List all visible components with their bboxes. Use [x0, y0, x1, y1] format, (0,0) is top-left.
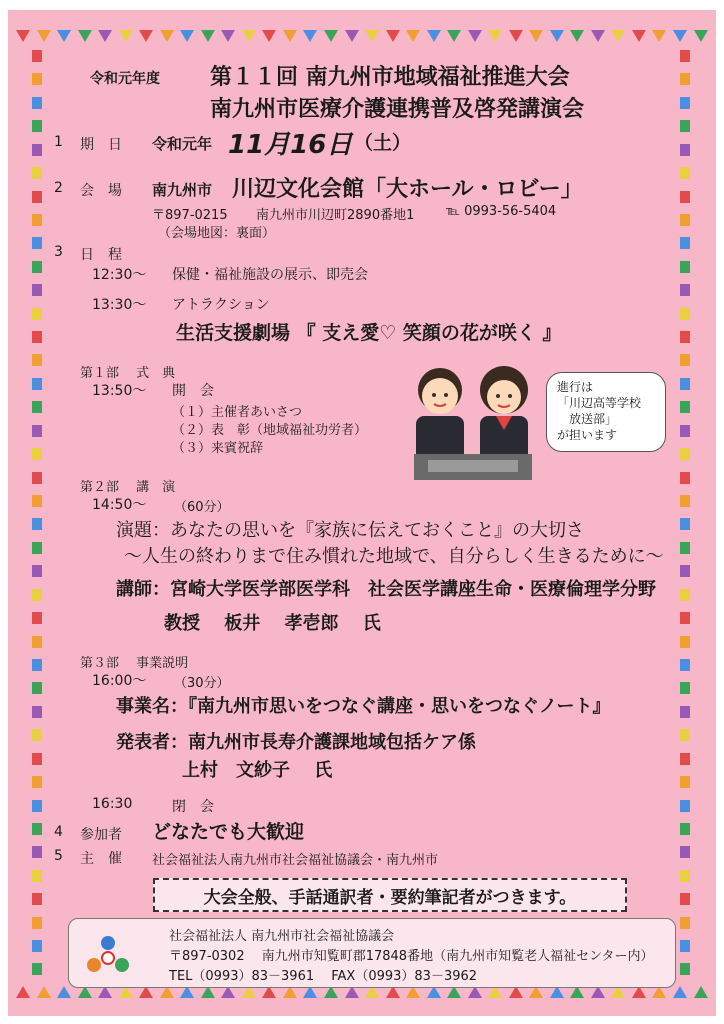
- bunting-flag: [509, 30, 523, 42]
- venue-city: 南九州市: [152, 181, 213, 199]
- bunting-flag: [32, 800, 42, 812]
- bunting-flag: [32, 565, 42, 577]
- venue-address: 南九州市川辺町2890番地1: [256, 208, 415, 223]
- bunting-flag: [680, 846, 690, 858]
- part3-time: 16:00～: [92, 673, 147, 689]
- bunting-flag: [37, 986, 51, 998]
- bunting-flag: [680, 612, 690, 624]
- part3-project: 事業名：『南九州市思いをつなぐ講座・思いをつなぐノート』: [116, 696, 611, 717]
- bunting-flag: [680, 823, 690, 835]
- part3-presenter: 発表者：南九州市長寿介護課地域包括ケア係: [116, 732, 476, 753]
- bunting-flag: [680, 97, 690, 109]
- bunting-flag: [180, 30, 194, 42]
- venue-name: 川辺文化会館「大ホール・ロビー」: [232, 177, 583, 202]
- venue-tel: ℡ 0993-56-5404: [446, 204, 557, 219]
- venue-label: 会 場: [80, 183, 122, 199]
- bunting-flag: [119, 30, 133, 42]
- bunting-flag: [550, 30, 564, 42]
- bunting-flag: [694, 30, 708, 42]
- bunting-flag: [78, 30, 92, 42]
- bunting-flag: [16, 986, 30, 998]
- bunting-flag: [673, 30, 687, 42]
- date-weekday: （土）: [354, 132, 412, 154]
- date-era: 令和元年: [152, 135, 213, 153]
- bunting-flag: [16, 30, 30, 42]
- bunting-flag: [447, 30, 461, 42]
- footer-org: 社会福祉法人 南九州市社会福祉協議会: [169, 929, 395, 944]
- top-bunting: [8, 30, 716, 44]
- bunting-flag: [680, 940, 690, 952]
- attraction-title: 生活支援劇場 『 支え愛♡ 笑顔の花が咲く 』: [176, 322, 562, 344]
- bunting-flag: [303, 30, 317, 42]
- part2-subtitle: ～人生の終わりまで住み慣れた地域で、自分らしく生きるために～: [124, 546, 664, 567]
- bunting-flag: [680, 542, 690, 554]
- speech-bubble: [546, 372, 666, 452]
- bunting-flag: [32, 214, 42, 226]
- bubble-line: 進行は: [557, 380, 594, 394]
- venue-map-note: （会場地図：裏面）: [158, 226, 276, 241]
- bunting-flag: [32, 120, 42, 132]
- bunting-flag: [680, 354, 690, 366]
- bunting-flag: [680, 237, 690, 249]
- footer-box: [68, 918, 676, 988]
- bunting-flag: [32, 472, 42, 484]
- bunting-flag: [32, 378, 42, 390]
- bunting-flag: [324, 30, 338, 42]
- bunting-flag: [680, 589, 690, 601]
- bubble-line: 「川辺高等学校: [557, 396, 642, 410]
- schedule-time-1: 12:30～: [92, 267, 147, 283]
- bunting-flag: [32, 308, 42, 320]
- bunting-flag: [680, 214, 690, 226]
- bunting-flag: [680, 565, 690, 577]
- venue-postal: 〒897-0215: [152, 208, 228, 223]
- bunting-flag: [32, 846, 42, 858]
- bunting-flag: [32, 870, 42, 882]
- bunting-flag: [680, 73, 690, 85]
- bunting-flag: [680, 776, 690, 788]
- organizer-label: 主 催: [80, 851, 122, 867]
- bunting-flag: [386, 30, 400, 42]
- bunting-flag: [32, 191, 42, 203]
- bunting-flag: [32, 495, 42, 507]
- bunting-flag: [32, 542, 42, 554]
- schedule-time-2: 13:30～: [92, 297, 147, 313]
- part1-item: （１）主催者あいさつ: [172, 405, 303, 420]
- bunting-flag: [32, 940, 42, 952]
- bunting-flag: [632, 30, 646, 42]
- organizer-value: 社会福祉法人南九州市社会福祉協議会・南九州市: [152, 853, 439, 868]
- bunting-flag: [57, 986, 71, 998]
- bunting-flag: [680, 800, 690, 812]
- bunting-flag: [680, 167, 690, 179]
- bunting-flag: [32, 261, 42, 273]
- bunting-flag: [32, 448, 42, 460]
- bunting-flag: [32, 589, 42, 601]
- bunting-flag: [680, 331, 690, 343]
- bunting-flag: [680, 682, 690, 694]
- bunting-flag: [680, 659, 690, 671]
- bunting-flag: [680, 191, 690, 203]
- part2-label: 第２部 講 演: [80, 480, 176, 495]
- bunting-flag: [680, 50, 690, 62]
- bunting-flag: [262, 30, 276, 42]
- bunting-flag: [32, 144, 42, 156]
- bunting-flag: [680, 753, 690, 765]
- bunting-flag: [32, 50, 42, 62]
- bunting-flag: [160, 30, 174, 42]
- bunting-flag: [680, 284, 690, 296]
- date-label: 期 日: [80, 137, 122, 153]
- bunting-flag: [32, 636, 42, 648]
- closing-text: 閉 会: [172, 799, 214, 815]
- notice-box: 大会全般、手話通訳者・要約筆記者がつきます。: [153, 878, 627, 912]
- title-line2: 南九州市医療介護連携普及啓発講演会: [210, 97, 585, 122]
- footer-address: 〒897-0302 南九州市知覧町郡17848番地（南九州市知覧老人福祉センター内）: [169, 949, 654, 964]
- bunting-flag: [32, 753, 42, 765]
- date-num: 1: [54, 134, 63, 150]
- council-logo-icon: [85, 933, 131, 975]
- bunting-flag: [468, 30, 482, 42]
- schedule-text-1: 保健・福祉施設の展示、即売会: [172, 267, 368, 283]
- part3-duration: （30分）: [174, 676, 230, 691]
- bunting-flag: [673, 986, 687, 998]
- part1-item: （３）来賓祝辞: [172, 441, 264, 456]
- bunting-flag: [529, 30, 543, 42]
- schedule-num: 3: [54, 244, 63, 260]
- part2-time: 14:50～: [92, 497, 147, 513]
- bunting-flag: [32, 893, 42, 905]
- bunting-flag: [680, 472, 690, 484]
- bunting-flag: [32, 425, 42, 437]
- bunting-flag: [680, 518, 690, 530]
- bunting-flag: [32, 167, 42, 179]
- bottom-bunting: [8, 986, 716, 1000]
- bunting-flag: [591, 30, 605, 42]
- organizer-num: 5: [54, 848, 63, 864]
- bunting-flag: [32, 401, 42, 413]
- bunting-flag: [365, 30, 379, 42]
- bunting-flag: [680, 917, 690, 929]
- bunting-flag: [242, 30, 256, 42]
- bunting-flag: [32, 706, 42, 718]
- footer-contact: TEL（0993）83－3961 FAX（0993）83－3962: [169, 969, 478, 984]
- flyer-sheet: [8, 10, 716, 1016]
- bunting-flag: [345, 30, 359, 42]
- participants-value: どなたでも大歓迎: [152, 821, 305, 843]
- bunting-flag: [32, 659, 42, 671]
- bunting-flag: [680, 448, 690, 460]
- bunting-flag: [680, 120, 690, 132]
- bunting-flag: [680, 636, 690, 648]
- part2-duration: （60分）: [174, 500, 230, 515]
- bunting-flag: [32, 682, 42, 694]
- bunting-flag: [680, 706, 690, 718]
- bunting-flag: [680, 729, 690, 741]
- bunting-flag: [32, 354, 42, 366]
- bunting-flag: [680, 401, 690, 413]
- date-value: 11月16日: [228, 130, 353, 160]
- bunting-flag: [32, 518, 42, 530]
- part2-lecturer-name: 教授 板井 孝壱郎 氏: [164, 613, 381, 634]
- bunting-flag: [32, 612, 42, 624]
- bunting-flag: [283, 30, 297, 42]
- bunting-flag: [680, 144, 690, 156]
- bubble-line: が担います: [557, 428, 618, 442]
- bunting-flag: [406, 30, 420, 42]
- bunting-flag: [570, 30, 584, 42]
- part3-presenter-name: 上村 文紗子 氏: [182, 760, 333, 781]
- bunting-flag: [221, 30, 235, 42]
- venue-num: 2: [54, 180, 63, 196]
- bunting-flag: [680, 425, 690, 437]
- left-bunting: [32, 50, 44, 976]
- bunting-flag: [32, 917, 42, 929]
- bunting-flag: [37, 30, 51, 42]
- bunting-flag: [32, 97, 42, 109]
- part3-label: 第３部 事業説明: [80, 656, 189, 671]
- schedule-label: 日 程: [80, 247, 122, 263]
- schedule-text-2: アトラクション: [172, 297, 270, 313]
- participants-num: 4: [54, 824, 63, 840]
- bunting-flag: [680, 870, 690, 882]
- bunting-flag: [32, 963, 42, 975]
- right-bunting: [680, 50, 692, 976]
- bubble-line: 放送部」: [557, 412, 618, 426]
- bunting-flag: [32, 331, 42, 343]
- bunting-flag: [680, 308, 690, 320]
- bunting-flag: [652, 30, 666, 42]
- bunting-flag: [694, 986, 708, 998]
- bunting-flag: [201, 30, 215, 42]
- part1-label: 第１部 式 典: [80, 366, 176, 381]
- bunting-flag: [680, 495, 690, 507]
- bunting-flag: [32, 776, 42, 788]
- bunting-flag: [98, 30, 112, 42]
- part1-time: 13:50～: [92, 383, 147, 399]
- title-line1: 第１１回 南九州市地域福祉推進大会: [210, 65, 570, 90]
- bunting-flag: [680, 893, 690, 905]
- bunting-flag: [32, 237, 42, 249]
- bunting-flag: [488, 30, 502, 42]
- part2-lecturer: 講師：宮崎大学医学部医学科 社会医学講座生命・医療倫理学分野: [116, 579, 656, 600]
- part2-theme: 演題：あなたの思いを『家族に伝えておくこと』の大切さ: [116, 520, 584, 541]
- participants-label: 参加者: [80, 827, 122, 843]
- bunting-flag: [611, 30, 625, 42]
- students-illustration: [408, 350, 538, 490]
- bunting-flag: [139, 30, 153, 42]
- bunting-flag: [32, 73, 42, 85]
- part1-item: （２）表 彰（地域福祉功労者）: [172, 423, 368, 438]
- bunting-flag: [680, 261, 690, 273]
- year-label: 令和元年度: [90, 71, 160, 87]
- bunting-flag: [32, 284, 42, 296]
- bunting-flag: [680, 963, 690, 975]
- bunting-flag: [427, 30, 441, 42]
- part1-title: 開 会: [172, 383, 214, 399]
- bunting-flag: [57, 30, 71, 42]
- bunting-flag: [32, 729, 42, 741]
- bunting-flag: [680, 378, 690, 390]
- closing-time: 16:30: [92, 796, 133, 812]
- bunting-flag: [32, 823, 42, 835]
